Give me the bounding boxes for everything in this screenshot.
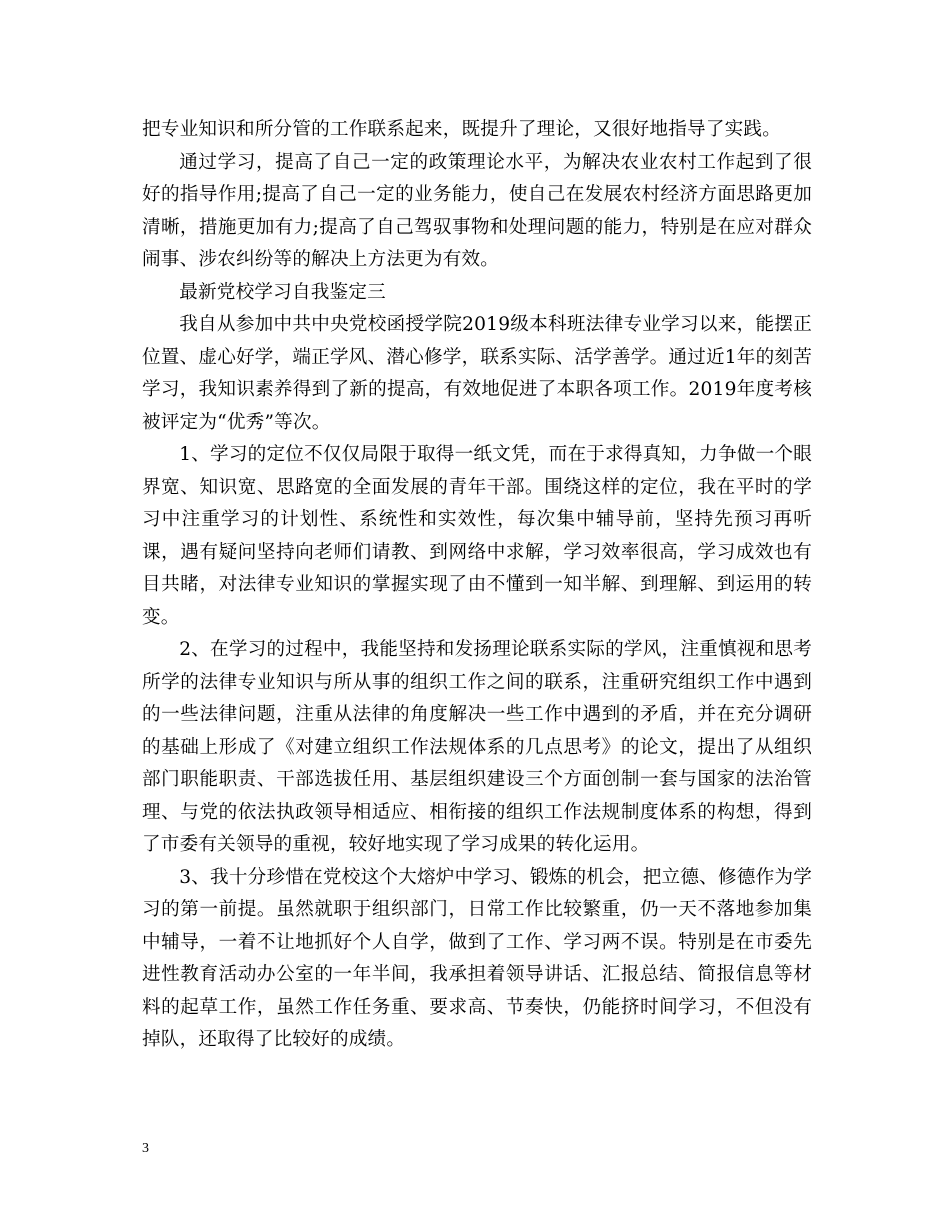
- paragraph-continuation: 把专业知识和所分管的工作联系起来，既提升了理论，又很好地指导了实践。: [142, 119, 781, 140]
- paragraph-point-2: 2、在学习的过程中，我能坚持和发扬理论联系实际的学风，注重慎视和思考所学的法律专业知识与所从事的组织工作之间的联系，注重研究组织工作中遇到的一些法律问题，注重从法律的角度解决一些工作中遇到的矛盾，并在充分调研的基础上形成了《对建立组织工作法规体系的几点思考》的论文，提出了从组织部门职能职责、干部选拔任用、基层组织建设三个方面创制一套与国家的法治管理、与党的依法执政领导相适应、相衔接的组织工作法规制度体系的构想，得到了市委有关领导的重视，较好地实现了学习成果的转化运用。: [142, 639, 812, 855]
- paragraph-point-1: 1、学习的定位不仅仅局限于取得一纸文凭，而在于求得真知，力争做一个眼界宽、知识宽、思路宽的全面发展的青年干部。围绕这样的定位，我在平时的学习中注重学习的计划性、系统性和实效性，每次集中辅导前，坚持先预习再听课，遇有疑问坚持向老师们请教、到网络中求解，学习效率很高，学习成效也有目共睹，对法律专业知识的掌握实现了由不懂到一知半解、到理解、到运用的转变。: [142, 444, 812, 628]
- page-number: 3: [142, 1141, 149, 1156]
- paragraph-intro: 我自从参加中共中央党校函授学院2019级本科班法律专业学习以来，能摆正位置、虚心好学，端正学风、潜心修学，联系实际、活学善学。通过近1年的刻苦学习，我知识素养得到了新的提高，有效地促进了本职各项工作。2019年度考核被评定为“优秀”等次。: [142, 314, 812, 433]
- section-heading: 最新党校学习自我鉴定三: [179, 281, 386, 303]
- document-body: [142, 114, 812, 1057]
- paragraph-point-3: 3、我十分珍惜在党校这个大熔炉中学习、锻炼的机会，把立德、修德作为学习的第一前提。虽然就职于组织部门，日常工作比较繁重，仍一天不落地参加集中辅导，一着不让地抓好个人自学，做到了工作、学习两不误。特别是在市委先进性教育活动办公室的一年半间，我承担着领导讲话、汇报总结、简报信息等材料的起草工作，虽然工作任务重、要求高、节奏快，仍能挤时间学习，不但没有掉队，还取得了比较好的成绩。: [142, 866, 812, 1050]
- paragraph-study-effect: 通过学习，提高了自己一定的政策理论水平，为解决农业农村工作起到了很好的指导作用;提高了自己一定的业务能力，使自己在发展农村经济方面思路更加清晰，措施更加有力;提高了自己驾驭事物和处理问题的能力，特别是在应对群众闹事、涉农纠纷等的解决上方法更为有效。: [142, 151, 812, 270]
